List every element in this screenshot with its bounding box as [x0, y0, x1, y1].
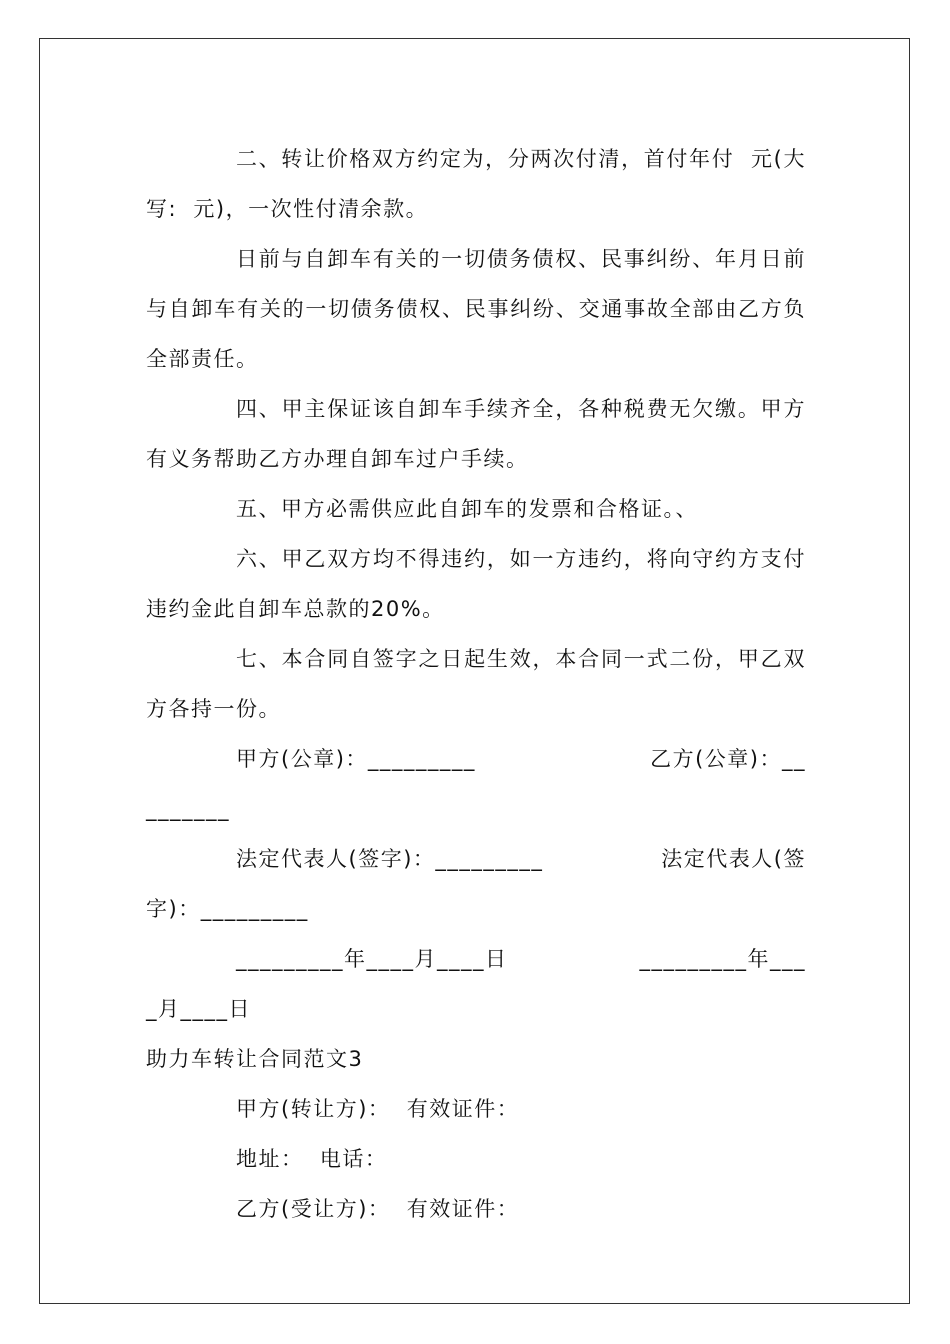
section-title: 助力车转让合同范文3	[146, 1047, 364, 1071]
party-b-seal: 乙方(公章)：__	[650, 747, 806, 771]
party-a-info: 甲方(转让方)： 有效证件：	[236, 1097, 520, 1121]
clause-four: 四、甲主保证该自卸车手续齐全，各种税费无欠缴。甲方有义务帮助乙方办理自卸车过户手续。	[146, 397, 806, 471]
party-b-seal-continued: _______	[146, 797, 230, 821]
party-b-representative: 法定代表人(签	[661, 847, 806, 871]
address-phone: 地址： 电话：	[236, 1147, 388, 1171]
party-a-representative: 法定代表人(签字)：_________	[236, 847, 544, 871]
party-b-date-continued: _月____日	[146, 997, 251, 1021]
party-b-info: 乙方(受让方)： 有效证件：	[236, 1197, 520, 1221]
party-a-seal: 甲方(公章)：_________	[236, 747, 476, 771]
party-b-representative-continued: 字)：_________	[146, 897, 309, 921]
party-b-date: _________年___	[639, 947, 806, 971]
seal-signature-row	[146, 734, 806, 834]
representative-signature-row	[146, 834, 806, 934]
party-a-date: _________年____月____日	[236, 947, 508, 971]
date-signature-row	[146, 934, 806, 1034]
clause-six: 六、甲乙双方均不得违约，如一方违约，将向守约方支付违约金此自卸车总款的20%。	[146, 547, 806, 621]
clause-three: 日前与自卸车有关的一切债务债权、民事纠纷、年月日前与自卸车有关的一切债务债权、民事纠纷、交通事故全部由乙方负全部责任。	[146, 247, 806, 371]
clause-seven: 七、本合同自签字之日起生效，本合同一式二份，甲乙双方各持一份。	[146, 647, 806, 721]
document-body	[146, 134, 806, 1234]
clause-two: 二、转让价格双方约定为，分两次付清，首付年付 元(大写: 元)，一次性付清余款。	[146, 147, 806, 221]
clause-five: 五、甲方必需供应此自卸车的发票和合格证。、	[236, 497, 698, 521]
